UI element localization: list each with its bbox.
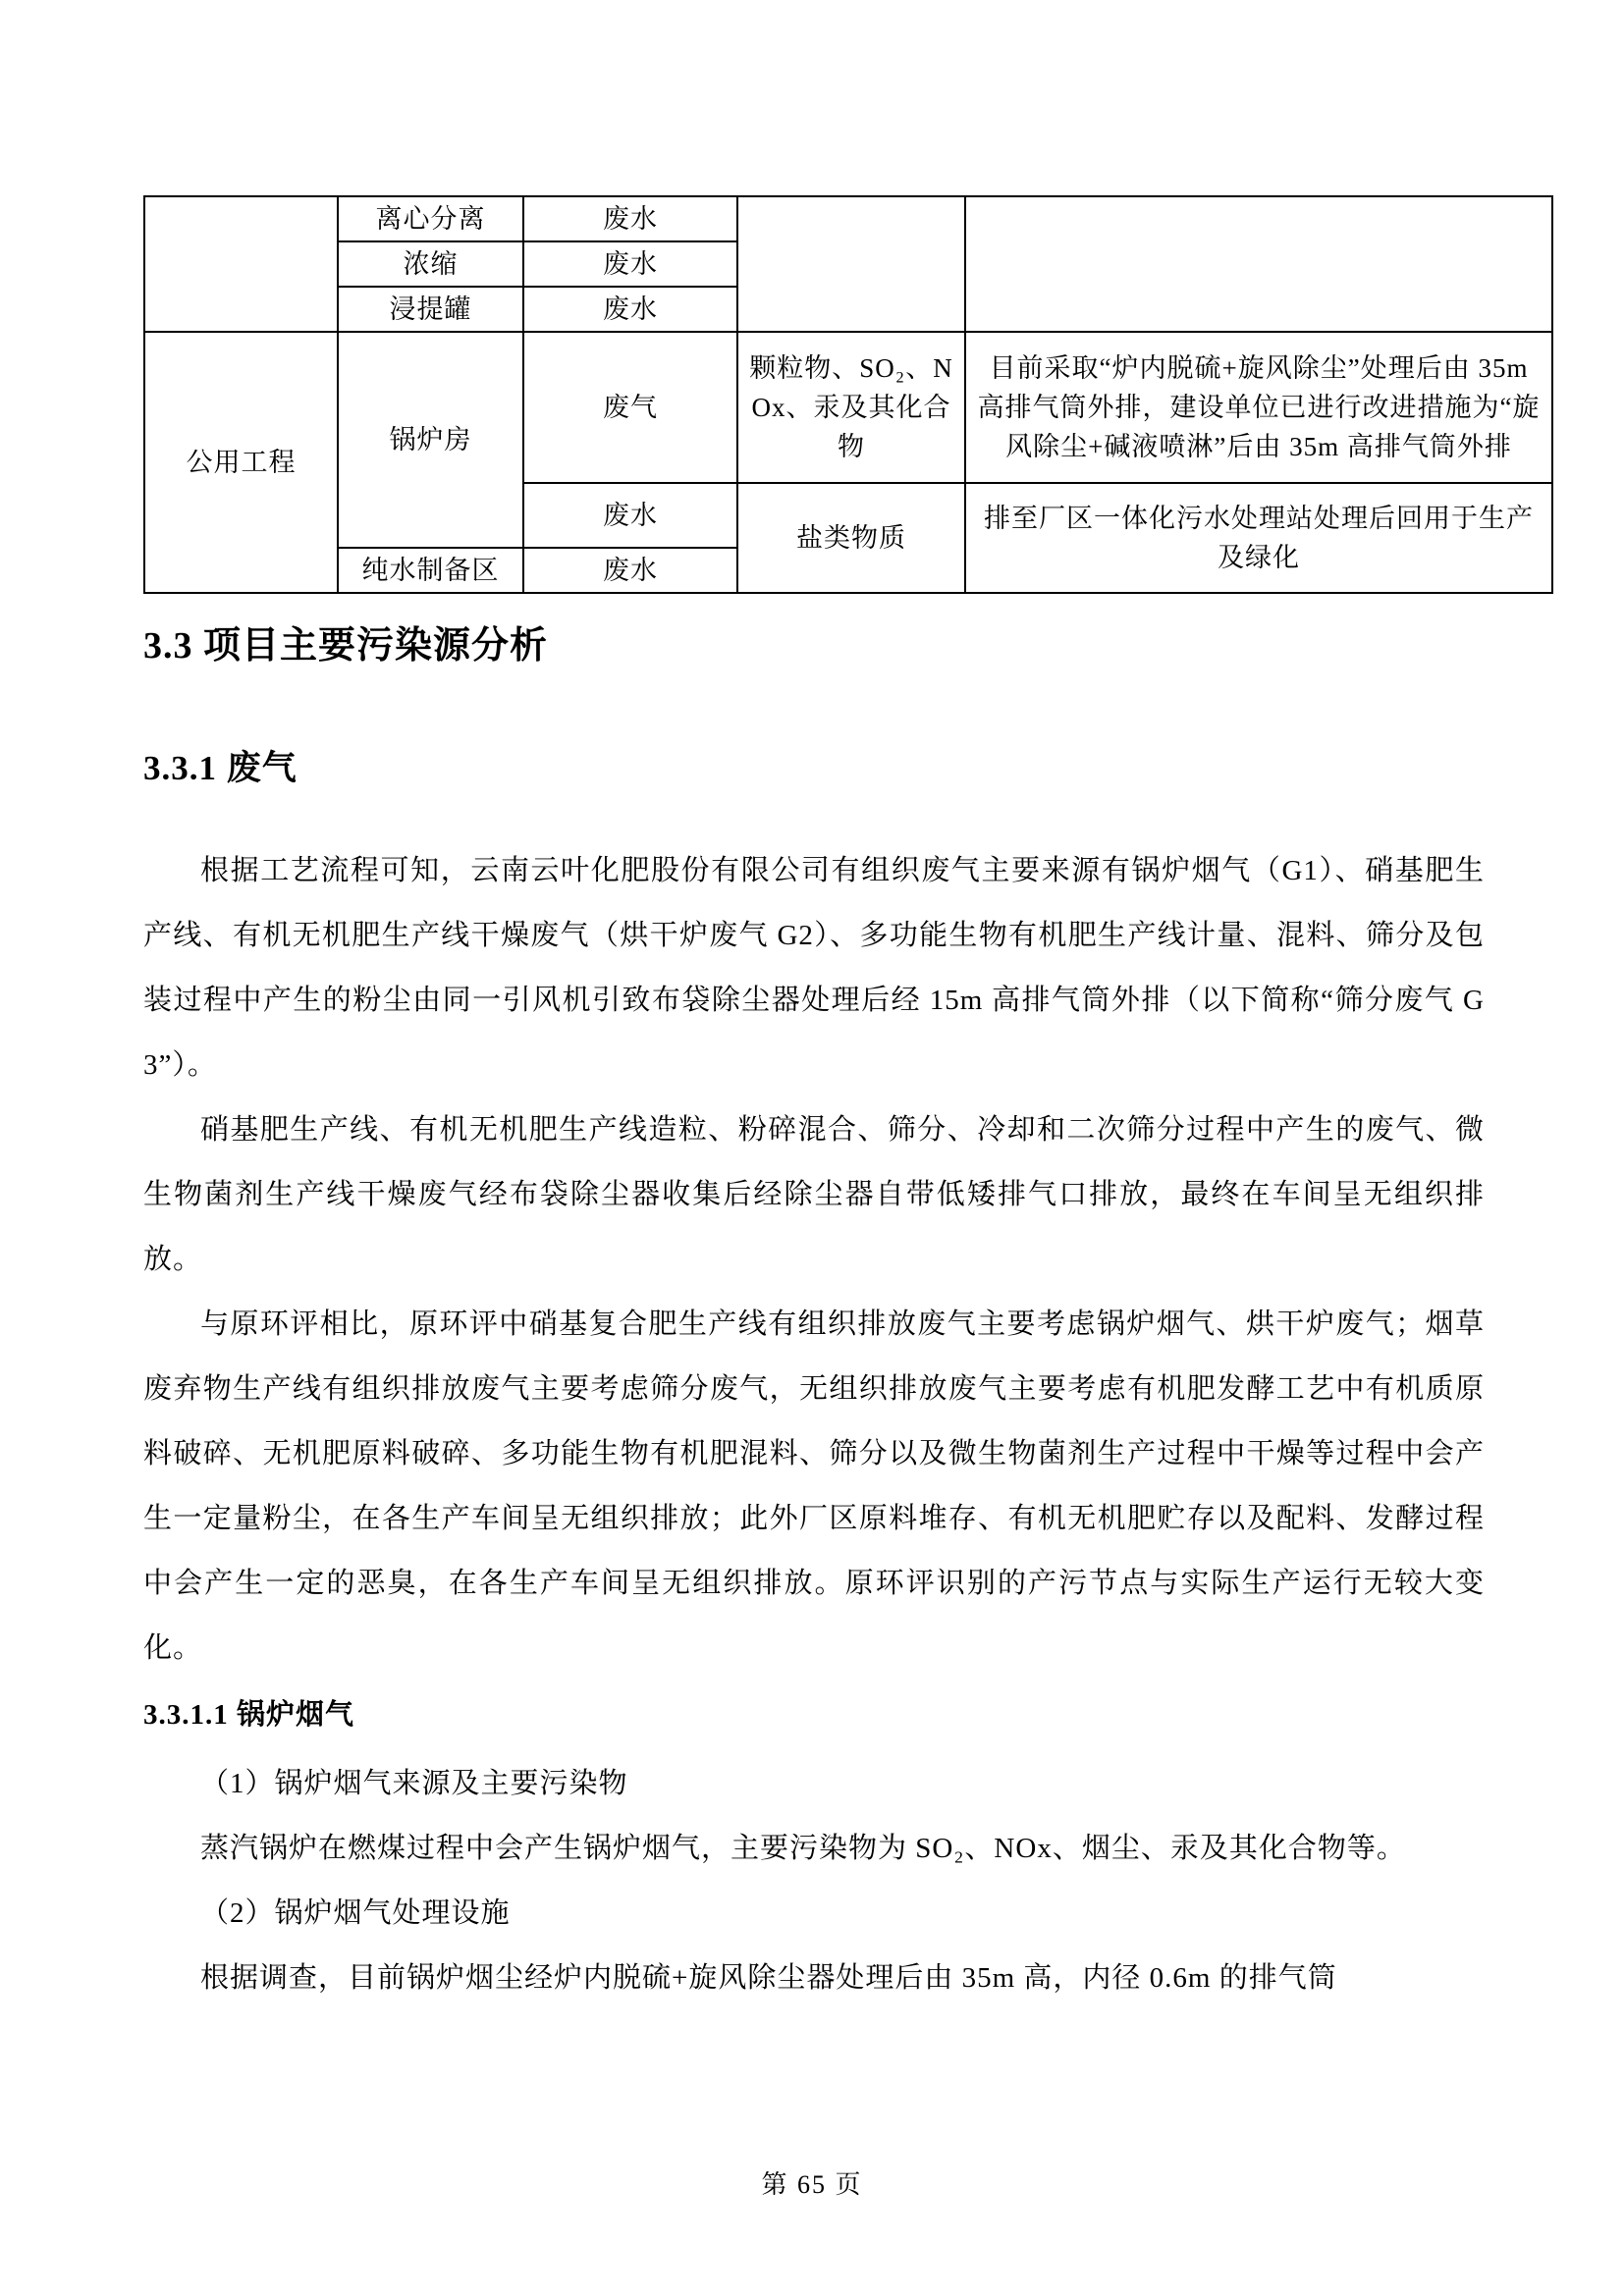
- table-row: [144, 196, 1552, 241]
- section-heading-3-3-1-1: 3.3.1.1 锅炉烟气: [143, 1699, 355, 1731]
- cell-pollutants: 盐类物质: [737, 483, 965, 593]
- section-heading-3-3-1: 3.3.1 废气: [143, 749, 298, 787]
- cell-pollutants-empty: [737, 196, 965, 332]
- cell-treatment-empty: [965, 196, 1552, 332]
- page-number: 第 65 页: [761, 2170, 863, 2199]
- pollution-source-table: [143, 195, 1553, 594]
- cell-process: 纯水制备区: [338, 548, 523, 593]
- section-heading-3-3: 3.3 项目主要污染源分析: [143, 625, 549, 667]
- paragraph-item-1-title: （1）锅炉烟气来源及主要污染物: [200, 1768, 628, 1799]
- cell-waste-type: 废水: [523, 548, 737, 593]
- paragraph-treatment-survey: 根据调查，目前锅炉烟尘经炉内脱硫+旋风除尘器处理后由 35m 高，内径 0.6m 的排气筒: [200, 1962, 1337, 1994]
- cell-waste-type: 废气: [523, 332, 737, 483]
- cell-category: 公用工程: [144, 332, 338, 593]
- cell-process: 浸提罐: [338, 287, 523, 332]
- paragraph-item-2-title: （2）锅炉烟气处理设施: [200, 1897, 511, 1929]
- cell-waste-type: 废水: [523, 483, 737, 548]
- cell-process: 浓缩: [338, 241, 523, 287]
- cell-process: 锅炉房: [338, 332, 523, 548]
- cell-treatment: 排至厂区一体化污水处理站处理后回用于生产及绿化: [965, 483, 1552, 593]
- cell-waste-type: 废水: [523, 241, 737, 287]
- cell-pollutants: 颗粒物、SO₂、NOx、汞及其化合物: [737, 332, 965, 483]
- cell-treatment: 目前采取“炉内脱硫+旋风除尘”处理后由 35m 高排气筒外排，建设单位已进行改进措施为“旋风除尘+碱液喷淋”后由 35m 高排气筒外排: [965, 332, 1552, 483]
- paragraph-unorganized-emissions: 硝基肥生产线、有机无机肥生产线造粒、粉碎混合、筛分、冷却和二次筛分过程中产生的废气、微生物菌剂生产线干燥废气经布袋除尘器收集后经除尘器自带低矮排气口排放，最终在车间呈无组织排放。: [143, 1114, 1485, 1275]
- cell-process: 离心分离: [338, 196, 523, 241]
- cell-category-empty: [144, 196, 338, 332]
- cell-waste-type: 废水: [523, 196, 737, 241]
- paragraph-waste-gas-sources: 根据工艺流程可知，云南云叶化肥股份有限公司有组织废气主要来源有锅炉烟气（G1）、硝基肥生产线、有机无机肥生产线干燥废气（烘干炉废气 G2）、多功能生物有机肥生产线计量、混料、筛分及包装过程中产生的粉尘由同一引风机引致布袋除尘器处理后经 15m 高排气筒外排（以下简称“筛分废气 G3”）。: [143, 855, 1485, 1081]
- paragraph-boiler-flue-gas: 蒸汽锅炉在燃煤过程中会产生锅炉烟气，主要污染物为 SO₂、NOx、烟尘、汞及其化合物等。: [200, 1833, 1406, 1864]
- cell-waste-type: 废水: [523, 287, 737, 332]
- paragraph-comparison-with-original-eia: 与原环评相比，原环评中硝基复合肥生产线有组织排放废气主要考虑锅炉烟气、烘干炉废气；烟草废弃物生产线有组织排放废气主要考虑筛分废气，无组织排放废气主要考虑有机肥发酵工艺中有机质原料破碎、无机肥原料破碎、多功能生物有机肥混料、筛分以及微生物菌剂生产过程中干燥等过程中会产生一定量粉尘，在各生产车间呈无组织排放；此外厂区原料堆存、有机无机肥贮存以及配料、发酵过程中会产生一定的恶臭，在各生产车间呈无组织排放。原环评识别的产污节点与实际生产运行无较大变化。: [143, 1308, 1485, 1664]
- page-content: [143, 0, 1541, 2010]
- table-row: [144, 332, 1552, 483]
